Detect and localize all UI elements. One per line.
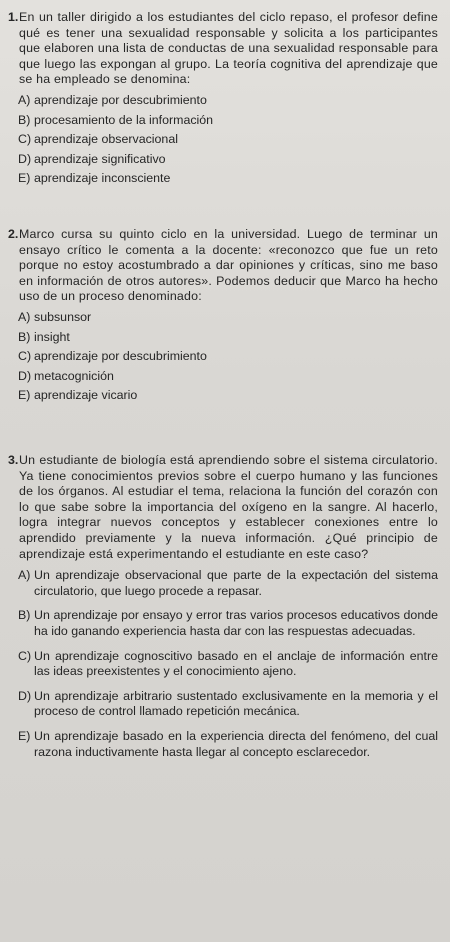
- option-text: aprendizaje por descubrimiento: [34, 92, 207, 107]
- options-list: [0, 93, 450, 187]
- option-text: Un aprendizaje observacional que parte de la expectación del sistema circulatorio, que luego procede a repasar.: [34, 568, 438, 598]
- option-letter: C): [18, 648, 32, 663]
- option-text: aprendizaje significativo: [34, 151, 166, 166]
- option-text: Un aprendizaje basado en la experiencia directa del fenómeno, del cual razona inductivamente hasta llegar al concepto esclarecedor.: [34, 728, 438, 759]
- option-b: [18, 330, 438, 346]
- option-text: aprendizaje observacional: [34, 132, 178, 147]
- option-text: Un aprendizaje arbitrario sustentado exclusivamente en la memoria y el proceso de control llamado repetición mecánica.: [34, 688, 438, 719]
- option-letter: B): [18, 608, 31, 623]
- option-d: [18, 689, 438, 720]
- option-e: [18, 388, 438, 404]
- option-text: metacognición: [34, 368, 114, 383]
- options-list: [0, 568, 450, 760]
- question-stem: Un estudiante de biología está aprendiendo sobre el sistema circulatorio. Ya tiene conocimientos previos sobre el cuerpo humano y las funciones de los órganos. Al estudiar el tema, relaciona la función del corazón con lo que sabe sobre la importancia del oxígeno en la sangre. Al hacerlo, logra integrar nuevos conceptos y establecer conexiones entre lo aprendido previamente y la nueva información. ¿Qué principio de aprendizaje está experimentando el estudiante en este caso?: [19, 453, 438, 561]
- option-text: aprendizaje inconsciente: [34, 171, 171, 186]
- question-2: [0, 227, 450, 408]
- question-stem: En un taller dirigido a los estudiantes del ciclo repaso, el profesor define qué es tener una sexualidad responsable y solicita a los participantes que elaboren una lista de conductas de una sexualidad responsable para que luego las expongan al grupo. La teoría cognitiva del aprendizaje que se ha empleado se denomina:: [19, 10, 438, 87]
- question-3: [0, 453, 450, 769]
- option-letter: A): [18, 309, 31, 324]
- option-d: [18, 152, 438, 168]
- option-a: [18, 93, 438, 109]
- option-letter: E): [18, 388, 31, 403]
- option-a: [18, 568, 438, 599]
- option-letter: D): [18, 688, 32, 703]
- option-text: aprendizaje vicario: [34, 388, 138, 403]
- option-letter: D): [18, 151, 32, 166]
- option-b: [18, 608, 438, 639]
- option-e: [18, 729, 438, 760]
- option-letter: C): [18, 132, 32, 147]
- option-text: subsunsor: [34, 309, 92, 324]
- options-list: [0, 310, 450, 404]
- option-a: [18, 310, 438, 326]
- question-number: 3.: [8, 453, 19, 467]
- option-letter: A): [18, 568, 31, 583]
- question-number: 2.: [8, 227, 19, 241]
- option-text: Un aprendizaje cognoscitivo basado en el anclaje de información entre las ideas preexistentes y el conocimiento ajeno.: [34, 648, 438, 679]
- option-text: aprendizaje por descubrimiento: [34, 349, 207, 364]
- question-stem: Marco cursa su quinto ciclo en la universidad. Luego de terminar un ensayo crítico le comenta a la docente: «reconozco que fue un reto porque no estoy acostumbrado a dar opiniones y críticas, sino me baso en información de otros autores». Podemos deducir que Marco ha hecho uso de un proceso denominado:: [19, 227, 438, 304]
- option-c: [18, 349, 438, 365]
- option-letter: A): [18, 92, 31, 107]
- option-text: Un aprendizaje por ensayo y error tras varios procesos educativos donde ha ido ganando experiencia hasta dar con las respuestas adecuadas.: [34, 608, 438, 638]
- option-c: [18, 649, 438, 680]
- option-text: procesamiento de la información: [34, 112, 214, 127]
- question-1: [0, 10, 450, 191]
- option-letter: B): [18, 329, 31, 344]
- option-letter: D): [18, 368, 32, 383]
- option-letter: E): [18, 728, 31, 743]
- option-d: [18, 369, 438, 385]
- option-e: [18, 171, 438, 187]
- option-c: [18, 132, 438, 148]
- option-letter: B): [18, 112, 31, 127]
- option-letter: C): [18, 349, 32, 364]
- option-b: [18, 113, 438, 129]
- option-text: insight: [34, 329, 70, 344]
- option-letter: E): [18, 171, 31, 186]
- question-number: 1.: [8, 10, 19, 24]
